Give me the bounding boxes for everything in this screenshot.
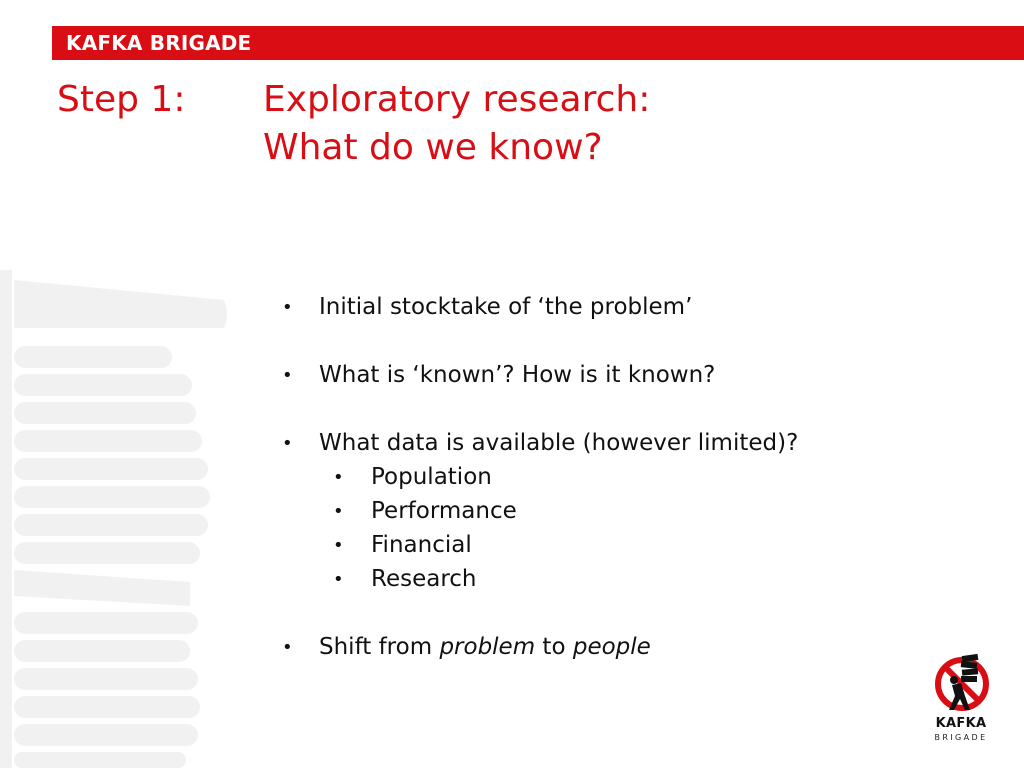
- bullet-emphasis-people: people: [572, 634, 651, 660]
- header-bar: [52, 26, 1024, 60]
- decorative-stripes: [0, 262, 240, 768]
- bullet-marker: •: [333, 535, 344, 556]
- sub-bullet-text: Research: [371, 566, 477, 592]
- bullet-text-part: to: [535, 634, 573, 660]
- slide-title-line-1: Exploratory research:: [263, 79, 651, 120]
- slide-title-line-2: What do we know?: [263, 127, 603, 168]
- bullet-marker: •: [333, 501, 344, 522]
- bullet-marker: •: [282, 637, 293, 658]
- bullet-marker: •: [282, 433, 293, 454]
- bullet-marker: •: [282, 297, 293, 318]
- logo-subtitle: BRIGADE: [934, 733, 988, 742]
- bullet-text: [319, 634, 651, 660]
- bullet-text: What data is available (however limited)?: [319, 430, 799, 456]
- sub-bullet-text: Population: [371, 464, 492, 490]
- bullet-marker: •: [282, 365, 293, 386]
- bullet-marker: •: [333, 467, 344, 488]
- slide-title: [263, 76, 650, 172]
- logo-name: KAFKA: [935, 716, 987, 731]
- bullet-text-part: Shift from: [319, 634, 440, 660]
- bullet-text: What is ‘known’? How is it known?: [319, 362, 716, 388]
- bullet-text: Initial stocktake of ‘the problem’: [319, 294, 693, 320]
- bullet-marker: •: [333, 569, 344, 590]
- bullet-emphasis-problem: problem: [439, 634, 536, 660]
- sub-bullet-text: Performance: [371, 498, 517, 524]
- brand-label: KAFKA BRIGADE: [66, 31, 252, 55]
- sub-bullet-text: Financial: [371, 532, 472, 558]
- slide-step-label: Step 1:: [57, 79, 186, 120]
